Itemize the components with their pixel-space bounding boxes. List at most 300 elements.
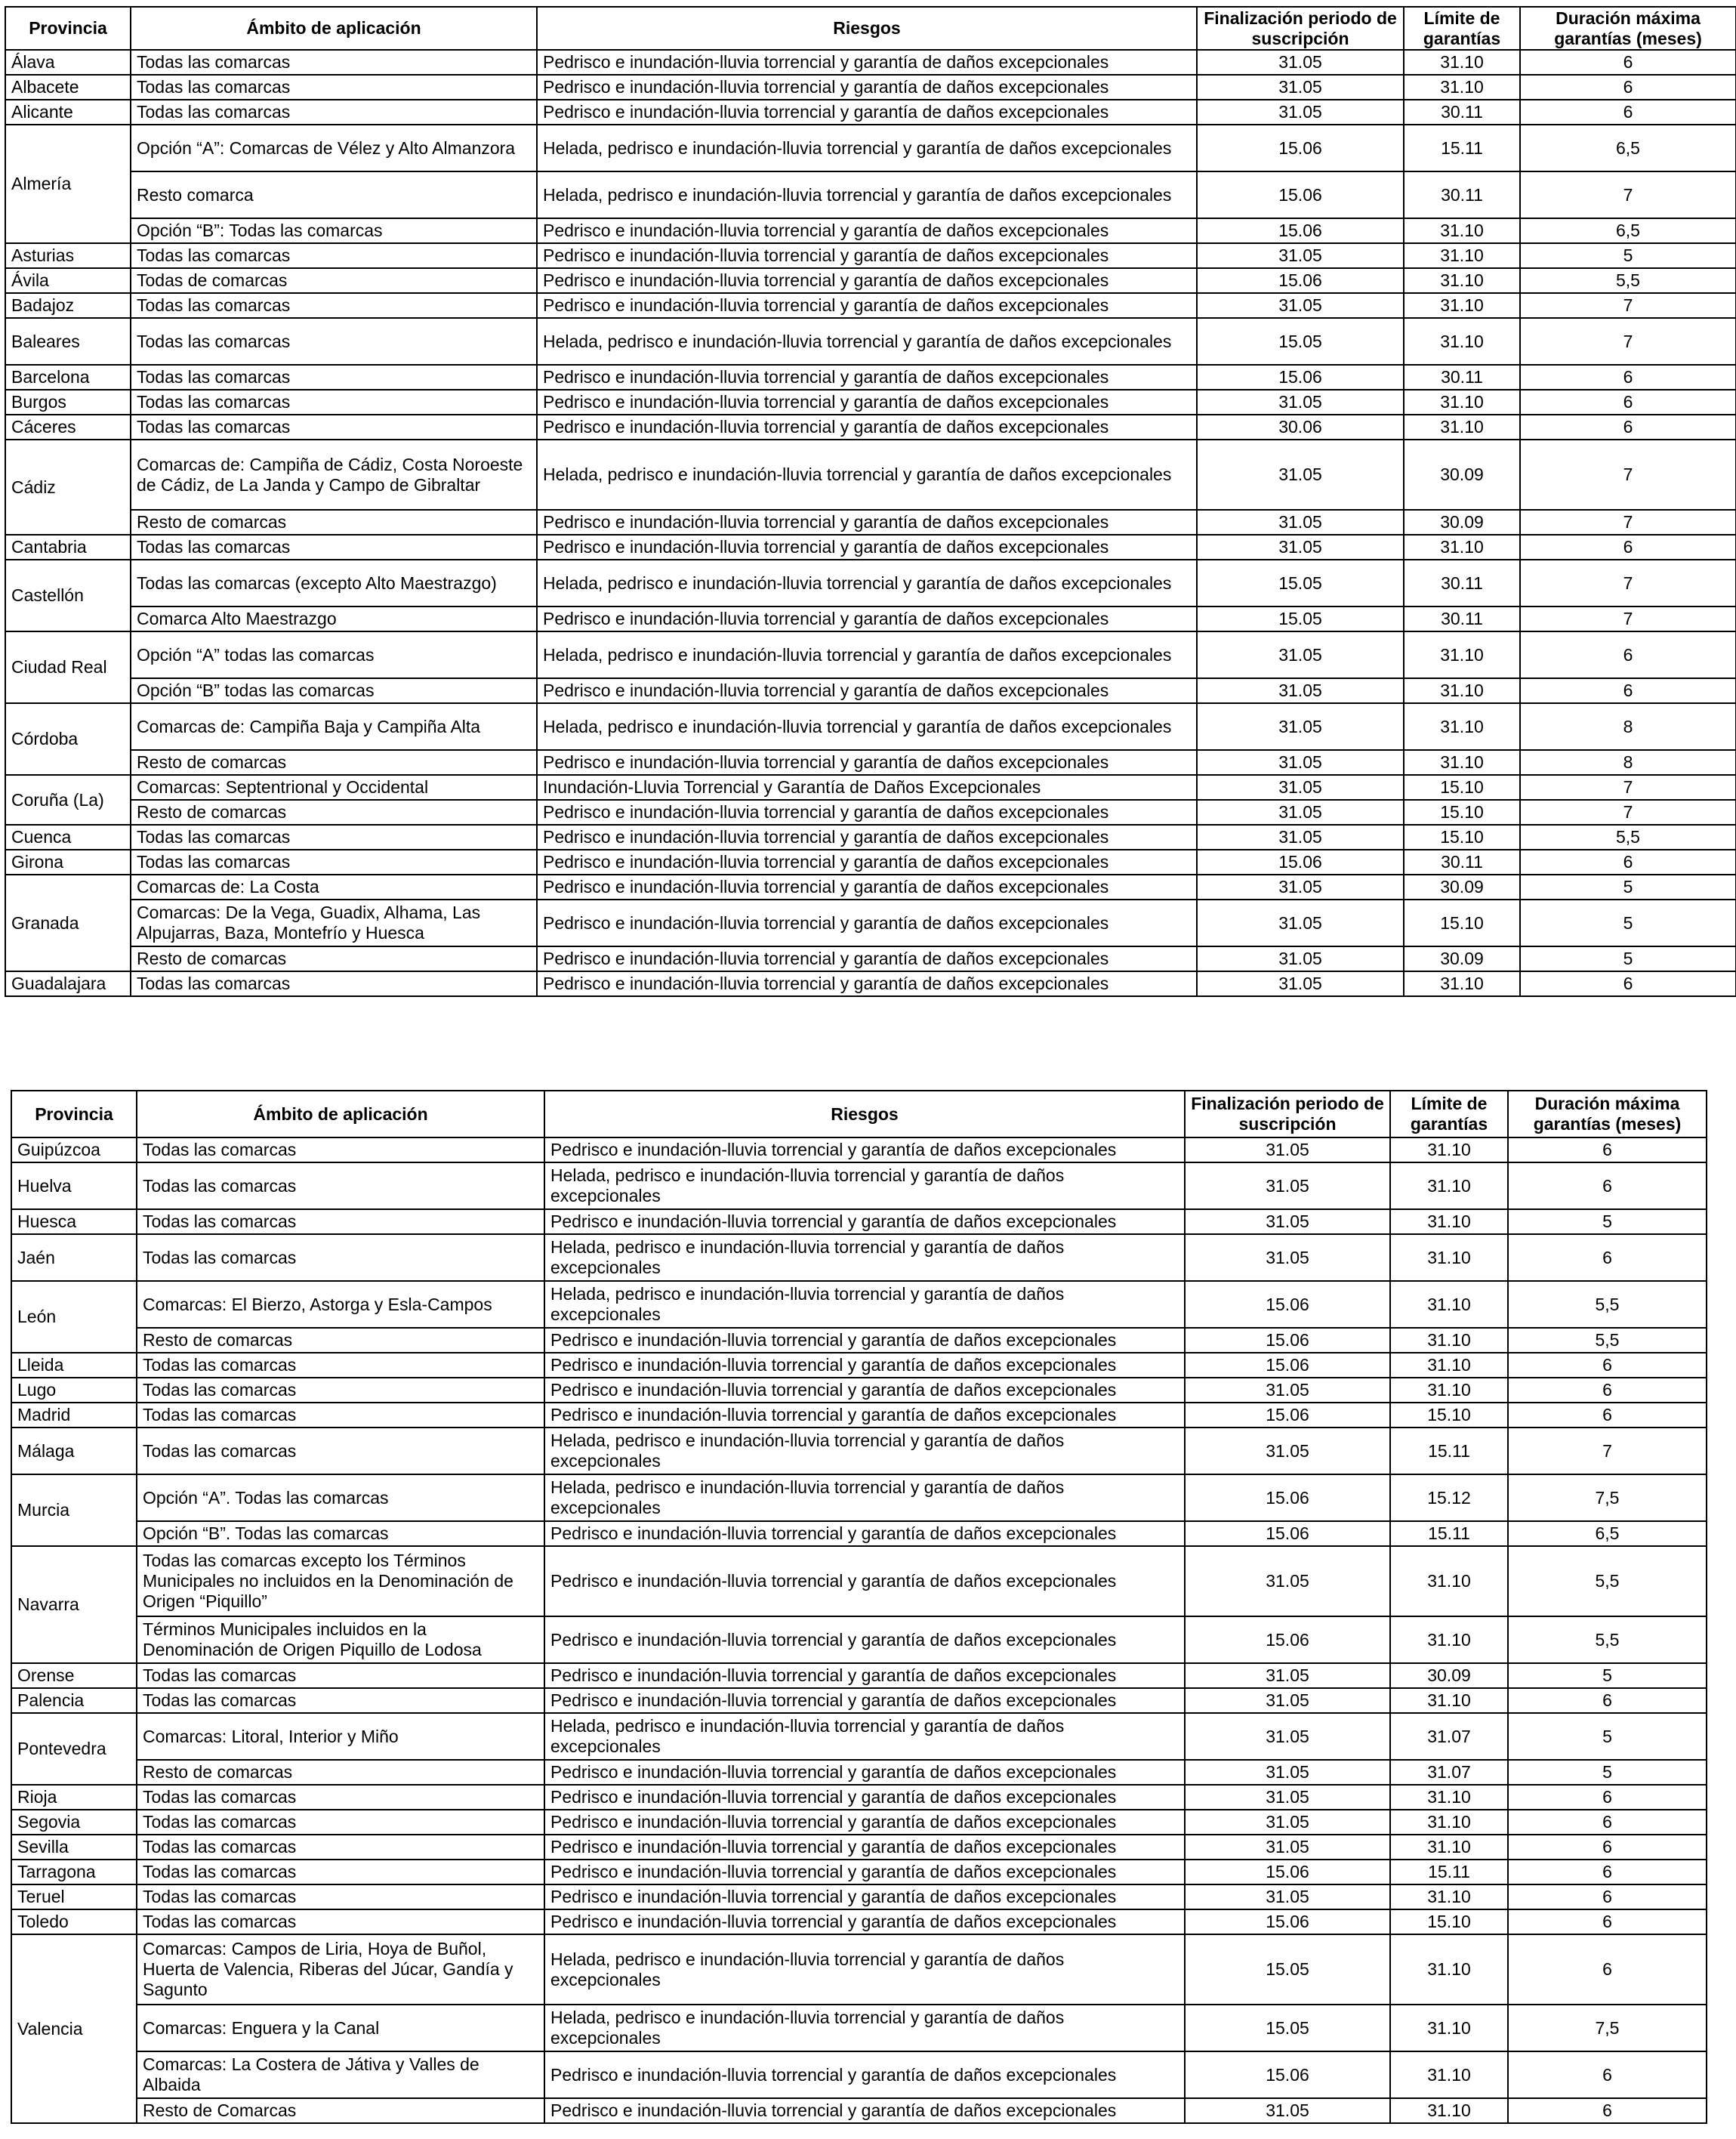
table-row: [5, 125, 1736, 171]
duracion-cell: 6: [1508, 1162, 1707, 1209]
limite-cell: 30.09: [1390, 1663, 1508, 1688]
table-row: [5, 775, 1736, 800]
table-row: [11, 1162, 1707, 1209]
provincia-cell: Asturias: [5, 243, 131, 268]
duracion-cell: 6: [1508, 1835, 1707, 1860]
table-row: [5, 750, 1736, 775]
duracion-cell: 7: [1520, 293, 1736, 318]
suscripcion-cell: 31.05: [1185, 1663, 1390, 1688]
ambito-cell: Todas las comarcas excepto los Términos Municipales no incluidos en la Denominación de Origen “Piquillo”: [137, 1546, 544, 1616]
limite-cell: 31.10: [1390, 2005, 1508, 2051]
provincia-cell: Coruña (La): [5, 775, 131, 825]
table-row: [5, 415, 1736, 440]
ambito-cell: Todas las comarcas: [137, 1835, 544, 1860]
provincia-cell: Badajoz: [5, 293, 131, 318]
duracion-cell: 6: [1520, 631, 1736, 678]
riesgos-cell: Pedrisco e inundación-lluvia torrencial y garantía de daños excepcionales: [544, 2051, 1185, 2098]
ambito-cell: Todas las comarcas: [137, 1688, 544, 1713]
riesgos-cell: Pedrisco e inundación-lluvia torrencial y garantía de daños excepcionales: [544, 1884, 1185, 1909]
duracion-cell: 7,5: [1508, 1474, 1707, 1521]
table-row: [5, 900, 1736, 946]
duracion-cell: 6: [1520, 678, 1736, 703]
limite-cell: 31.10: [1404, 218, 1520, 243]
suscripcion-cell: 31.05: [1197, 535, 1404, 560]
limite-cell: 31.10: [1390, 1616, 1508, 1663]
duracion-cell: 6: [1520, 415, 1736, 440]
provincia-cell: Girona: [5, 850, 131, 875]
duracion-cell: 5,5: [1508, 1546, 1707, 1616]
riesgos-cell: Pedrisco e inundación-lluvia torrencial y garantía de daños excepcionales: [537, 390, 1197, 415]
ambito-cell: Todas las comarcas: [131, 50, 537, 75]
table-row: [5, 171, 1736, 218]
riesgos-cell: Pedrisco e inundación-lluvia torrencial y garantía de daños excepcionales: [544, 1403, 1185, 1428]
table-row: [11, 1378, 1707, 1403]
table-row: [5, 390, 1736, 415]
riesgos-cell: Pedrisco e inundación-lluvia torrencial y garantía de daños excepcionales: [537, 100, 1197, 125]
limite-cell: 15.10: [1390, 1909, 1508, 1934]
table-row: [11, 1521, 1707, 1546]
suscripcion-cell: 31.05: [1197, 390, 1404, 415]
limite-cell: 31.07: [1390, 1713, 1508, 1760]
header-riesgos: Riesgos: [537, 7, 1197, 50]
riesgos-cell: Pedrisco e inundación-lluvia torrencial y garantía de daños excepcionales: [544, 1546, 1185, 1616]
ambito-cell: Opción “A”. Todas las comarcas: [137, 1474, 544, 1521]
riesgos-cell: Helada, pedrisco e inundación-lluvia torrencial y garantía de daños excepcionales: [537, 631, 1197, 678]
ambito-cell: Todas las comarcas: [137, 1860, 544, 1884]
riesgos-cell: Pedrisco e inundación-lluvia torrencial y garantía de daños excepcionales: [537, 243, 1197, 268]
suscripcion-cell: 31.05: [1197, 703, 1404, 750]
duracion-cell: 6: [1508, 1353, 1707, 1378]
provincia-cell: Álava: [5, 50, 131, 75]
suscripcion-cell: 31.05: [1197, 100, 1404, 125]
suscripcion-cell: 31.05: [1197, 510, 1404, 535]
provincia-cell: Granada: [5, 875, 131, 971]
duracion-cell: 5: [1520, 946, 1736, 971]
riesgos-cell: Pedrisco e inundación-lluvia torrencial y garantía de daños excepcionales: [544, 1353, 1185, 1378]
limite-cell: 30.09: [1404, 875, 1520, 900]
riesgos-cell: Pedrisco e inundación-lluvia torrencial y garantía de daños excepcionales: [544, 1328, 1185, 1353]
provincia-cell: Huesca: [11, 1209, 137, 1234]
limite-cell: 15.10: [1404, 900, 1520, 946]
provincia-cell: Almería: [5, 125, 131, 243]
ambito-cell: Términos Municipales incluidos en la Denominación de Origen Piquillo de Lodosa: [137, 1616, 544, 1663]
riesgos-cell: Helada, pedrisco e inundación-lluvia torrencial y garantía de daños excepcionales: [537, 171, 1197, 218]
duracion-cell: 5: [1520, 900, 1736, 946]
provincia-cell: Córdoba: [5, 703, 131, 775]
limite-cell: 31.10: [1390, 1785, 1508, 1810]
riesgos-cell: Pedrisco e inundación-lluvia torrencial y garantía de daños excepcionales: [544, 1688, 1185, 1713]
riesgos-cell: Pedrisco e inundación-lluvia torrencial y garantía de daños excepcionales: [544, 2098, 1185, 2123]
suscripcion-cell: 31.05: [1197, 243, 1404, 268]
riesgos-cell: Pedrisco e inundación-lluvia torrencial y garantía de daños excepcionales: [537, 268, 1197, 293]
table-row: [11, 1663, 1707, 1688]
duracion-cell: 7,5: [1508, 2005, 1707, 2051]
table-row: [11, 1688, 1707, 1713]
provincia-cell: Segovia: [11, 1810, 137, 1835]
ambito-cell: Todas las comarcas: [137, 1162, 544, 1209]
suscripcion-cell: 15.06: [1185, 1616, 1390, 1663]
riesgos-cell: Helada, pedrisco e inundación-lluvia torrencial y garantía de daños excepcionales: [544, 1281, 1185, 1328]
riesgos-cell: Pedrisco e inundación-lluvia torrencial y garantía de daños excepcionales: [537, 415, 1197, 440]
limite-cell: 31.10: [1404, 678, 1520, 703]
ambito-cell: Comarcas: La Costera de Játiva y Valles de Albaida: [137, 2051, 544, 2098]
riesgos-cell: Helada, pedrisco e inundación-lluvia torrencial y garantía de daños excepcionales: [537, 560, 1197, 607]
ambito-cell: Todas las comarcas: [137, 1663, 544, 1688]
suscripcion-cell: 31.05: [1185, 1760, 1390, 1785]
table-row: [11, 1403, 1707, 1428]
ambito-cell: Todas las comarcas: [137, 1884, 544, 1909]
duracion-cell: 6: [1508, 1378, 1707, 1403]
provincia-cell: Ciudad Real: [5, 631, 131, 703]
header-duracion: Duración máxima garantías (meses): [1520, 7, 1736, 50]
table-row: [11, 1909, 1707, 1934]
duracion-cell: 5: [1520, 243, 1736, 268]
duracion-cell: 6: [1508, 1785, 1707, 1810]
riesgos-cell: Helada, pedrisco e inundación-lluvia torrencial y garantía de daños excepcionales: [537, 703, 1197, 750]
suscripcion-cell: 31.05: [1197, 440, 1404, 510]
provincia-cell: Cuenca: [5, 825, 131, 850]
ambito-cell: Comarcas: Septentrional y Occidental: [131, 775, 537, 800]
table-row: [5, 631, 1736, 678]
suscripcion-cell: 31.05: [1197, 678, 1404, 703]
table-row: [5, 607, 1736, 631]
duracion-cell: 6: [1508, 1137, 1707, 1162]
table-row: [11, 1353, 1707, 1378]
duracion-cell: 5: [1508, 1713, 1707, 1760]
riesgos-cell: Pedrisco e inundación-lluvia torrencial y garantía de daños excepcionales: [544, 1760, 1185, 1785]
suscripcion-cell: 31.05: [1197, 825, 1404, 850]
duracion-cell: 5,5: [1508, 1328, 1707, 1353]
duracion-cell: 7: [1520, 800, 1736, 825]
duracion-cell: 6: [1520, 100, 1736, 125]
insurance-table-2: [11, 1090, 1707, 2124]
limite-cell: 31.10: [1390, 1137, 1508, 1162]
suscripcion-cell: 15.06: [1185, 1328, 1390, 1353]
suscripcion-cell: 15.06: [1185, 1353, 1390, 1378]
limite-cell: 31.10: [1390, 1688, 1508, 1713]
riesgos-cell: Pedrisco e inundación-lluvia torrencial y garantía de daños excepcionales: [544, 1663, 1185, 1688]
duracion-cell: 8: [1520, 750, 1736, 775]
table-row: [11, 1860, 1707, 1884]
ambito-cell: Comarcas de: Campiña de Cádiz, Costa Noroeste de Cádiz, de La Janda y Campo de Gibraltar: [131, 440, 537, 510]
riesgos-cell: Helada, pedrisco e inundación-lluvia torrencial y garantía de daños excepcionales: [544, 1428, 1185, 1474]
insurance-table-1: [5, 6, 1736, 997]
riesgos-cell: Pedrisco e inundación-lluvia torrencial y garantía de daños excepcionales: [544, 1810, 1185, 1835]
suscripcion-cell: 15.06: [1185, 1281, 1390, 1328]
ambito-cell: Todas las comarcas: [137, 1810, 544, 1835]
table-row: [5, 440, 1736, 510]
table-row: [11, 1474, 1707, 1521]
provincia-cell: Castellón: [5, 560, 131, 631]
suscripcion-cell: 15.06: [1197, 268, 1404, 293]
table-row: [11, 1934, 1707, 2005]
limite-cell: 30.09: [1404, 440, 1520, 510]
limite-cell: 31.10: [1390, 1546, 1508, 1616]
duracion-cell: 5: [1520, 875, 1736, 900]
limite-cell: 30.11: [1404, 850, 1520, 875]
duracion-cell: 6: [1520, 390, 1736, 415]
duracion-cell: 6: [1520, 971, 1736, 996]
provincia-cell: Guadalajara: [5, 971, 131, 996]
suscripcion-cell: 15.06: [1197, 850, 1404, 875]
riesgos-cell: Pedrisco e inundación-lluvia torrencial y garantía de daños excepcionales: [544, 1137, 1185, 1162]
riesgos-cell: Pedrisco e inundación-lluvia torrencial y garantía de daños excepcionales: [537, 875, 1197, 900]
suscripcion-cell: 31.05: [1197, 971, 1404, 996]
table-body: [11, 1137, 1707, 2123]
riesgos-cell: Pedrisco e inundación-lluvia torrencial y garantía de daños excepcionales: [544, 1521, 1185, 1546]
suscripcion-cell: 31.05: [1185, 1884, 1390, 1909]
ambito-cell: Comarcas de: La Costa: [131, 875, 537, 900]
suscripcion-cell: 15.06: [1185, 2051, 1390, 2098]
riesgos-cell: Pedrisco e inundación-lluvia torrencial y garantía de daños excepcionales: [537, 293, 1197, 318]
table-row: [5, 318, 1736, 365]
ambito-cell: Todas las comarcas: [137, 1428, 544, 1474]
duracion-cell: 6: [1508, 1909, 1707, 1934]
suscripcion-cell: 15.06: [1185, 1474, 1390, 1521]
ambito-cell: Todas las comarcas: [137, 1403, 544, 1428]
limite-cell: 31.10: [1390, 1234, 1508, 1281]
riesgos-cell: Pedrisco e inundación-lluvia torrencial y garantía de daños excepcionales: [537, 750, 1197, 775]
provincia-cell: Valencia: [11, 1934, 137, 2123]
limite-cell: 15.11: [1404, 125, 1520, 171]
table-row: [11, 1713, 1707, 1760]
header-riesgos: Riesgos: [544, 1091, 1185, 1137]
ambito-cell: Todas las comarcas: [137, 1137, 544, 1162]
ambito-cell: Todas las comarcas: [131, 318, 537, 365]
provincia-cell: León: [11, 1281, 137, 1353]
ambito-cell: Todas las comarcas: [131, 850, 537, 875]
duracion-cell: 6: [1520, 850, 1736, 875]
limite-cell: 30.11: [1404, 171, 1520, 218]
limite-cell: 30.11: [1404, 560, 1520, 607]
header-ambito: Ámbito de aplicación: [131, 7, 537, 50]
riesgos-cell: Pedrisco e inundación-lluvia torrencial y garantía de daños excepcionales: [544, 1616, 1185, 1663]
duracion-cell: 6: [1508, 1688, 1707, 1713]
duracion-cell: 6,5: [1520, 218, 1736, 243]
limite-cell: 30.09: [1404, 510, 1520, 535]
duracion-cell: 6: [1508, 1810, 1707, 1835]
duracion-cell: 5,5: [1508, 1616, 1707, 1663]
ambito-cell: Resto de Comarcas: [137, 2098, 544, 2123]
ambito-cell: Comarcas: De la Vega, Guadix, Alhama, Las Alpujarras, Baza, Montefrío y Huesca: [131, 900, 537, 946]
header-duracion: Duración máxima garantías (meses): [1508, 1091, 1707, 1137]
suscripcion-cell: 31.05: [1185, 1713, 1390, 1760]
provincia-cell: Murcia: [11, 1474, 137, 1546]
suscripcion-cell: 31.05: [1185, 1234, 1390, 1281]
limite-cell: 31.10: [1390, 1378, 1508, 1403]
ambito-cell: Todas las comarcas: [131, 971, 537, 996]
table-row: [5, 971, 1736, 996]
suscripcion-cell: 31.05: [1185, 1810, 1390, 1835]
table-row: [5, 510, 1736, 535]
limite-cell: 31.07: [1390, 1760, 1508, 1785]
suscripcion-cell: 30.06: [1197, 415, 1404, 440]
riesgos-cell: Pedrisco e inundación-lluvia torrencial y garantía de daños excepcionales: [537, 900, 1197, 946]
suscripcion-cell: 31.05: [1185, 1378, 1390, 1403]
provincia-cell: Málaga: [11, 1428, 137, 1474]
limite-cell: 15.10: [1390, 1403, 1508, 1428]
limite-cell: 31.10: [1404, 318, 1520, 365]
duracion-cell: 7: [1520, 318, 1736, 365]
limite-cell: 31.10: [1404, 750, 1520, 775]
provincia-cell: Guipúzcoa: [11, 1137, 137, 1162]
table-row: [5, 293, 1736, 318]
header-provincia: Provincia: [5, 7, 131, 50]
table-row: [5, 850, 1736, 875]
limite-cell: 31.10: [1404, 50, 1520, 75]
ambito-cell: Resto de comarcas: [131, 510, 537, 535]
duracion-cell: 6: [1508, 1860, 1707, 1884]
limite-cell: 30.09: [1404, 946, 1520, 971]
suscripcion-cell: 15.05: [1197, 560, 1404, 607]
table-row: [11, 2051, 1707, 2098]
provincia-cell: Ávila: [5, 268, 131, 293]
ambito-cell: Todas las comarcas: [137, 1785, 544, 1810]
riesgos-cell: Pedrisco e inundación-lluvia torrencial y garantía de daños excepcionales: [544, 1785, 1185, 1810]
suscripcion-cell: 15.05: [1185, 2005, 1390, 2051]
provincia-cell: Tarragona: [11, 1860, 137, 1884]
suscripcion-cell: 31.05: [1185, 1835, 1390, 1860]
table-row: [5, 800, 1736, 825]
table-header-row: [11, 1091, 1707, 1137]
table-row: [11, 1209, 1707, 1234]
limite-cell: 30.11: [1404, 365, 1520, 390]
provincia-cell: Cáceres: [5, 415, 131, 440]
duracion-cell: 5,5: [1508, 1281, 1707, 1328]
table-row: [5, 365, 1736, 390]
suscripcion-cell: 31.05: [1185, 1137, 1390, 1162]
ambito-cell: Resto comarca: [131, 171, 537, 218]
limite-cell: 31.10: [1404, 535, 1520, 560]
suscripcion-cell: 15.06: [1197, 125, 1404, 171]
limite-cell: 31.10: [1390, 1328, 1508, 1353]
provincia-cell: Pontevedra: [11, 1713, 137, 1785]
riesgos-cell: Pedrisco e inundación-lluvia torrencial y garantía de daños excepcionales: [544, 1209, 1185, 1234]
riesgos-cell: Inundación-Lluvia Torrencial y Garantía de Daños Excepcionales: [537, 775, 1197, 800]
ambito-cell: Opción “B” todas las comarcas: [131, 678, 537, 703]
table-row: [5, 268, 1736, 293]
limite-cell: 30.11: [1404, 100, 1520, 125]
ambito-cell: Opción “B”. Todas las comarcas: [137, 1521, 544, 1546]
suscripcion-cell: 31.05: [1185, 1785, 1390, 1810]
riesgos-cell: Pedrisco e inundación-lluvia torrencial y garantía de daños excepcionales: [537, 607, 1197, 631]
limite-cell: 30.11: [1404, 607, 1520, 631]
table-row: [11, 1137, 1707, 1162]
duracion-cell: 6: [1520, 365, 1736, 390]
suscripcion-cell: 31.05: [1197, 631, 1404, 678]
suscripcion-cell: 31.05: [1185, 1428, 1390, 1474]
riesgos-cell: Pedrisco e inundación-lluvia torrencial y garantía de daños excepcionales: [544, 1378, 1185, 1403]
duracion-cell: 5: [1508, 1663, 1707, 1688]
limite-cell: 31.10: [1404, 268, 1520, 293]
limite-cell: 31.10: [1390, 1281, 1508, 1328]
table-row: [11, 1281, 1707, 1328]
limite-cell: 31.10: [1390, 2051, 1508, 2098]
table-body: [5, 50, 1736, 996]
ambito-cell: Opción “B”: Todas las comarcas: [131, 218, 537, 243]
riesgos-cell: Pedrisco e inundación-lluvia torrencial y garantía de daños excepcionales: [544, 1835, 1185, 1860]
ambito-cell: Todas las comarcas: [131, 100, 537, 125]
suscripcion-cell: 31.05: [1185, 1688, 1390, 1713]
suscripcion-cell: 31.05: [1185, 1209, 1390, 1234]
ambito-cell: Todas las comarcas: [131, 390, 537, 415]
riesgos-cell: Helada, pedrisco e inundación-lluvia torrencial y garantía de daños excepcionales: [537, 440, 1197, 510]
riesgos-cell: Helada, pedrisco e inundación-lluvia torrencial y garantía de daños excepcionales: [544, 1234, 1185, 1281]
table-row: [5, 535, 1736, 560]
suscripcion-cell: 31.05: [1197, 75, 1404, 100]
provincia-cell: Navarra: [11, 1546, 137, 1663]
table-row: [5, 825, 1736, 850]
header-provincia: Provincia: [11, 1091, 137, 1137]
header-limite: Límite de garantías: [1404, 7, 1520, 50]
table-row: [11, 1760, 1707, 1785]
ambito-cell: Todas las comarcas: [137, 1234, 544, 1281]
suscripcion-cell: 15.06: [1197, 365, 1404, 390]
duracion-cell: 7: [1520, 171, 1736, 218]
header-ambito: Ámbito de aplicación: [137, 1091, 544, 1137]
duracion-cell: 7: [1508, 1428, 1707, 1474]
ambito-cell: Todas las comarcas: [131, 415, 537, 440]
duracion-cell: 6: [1508, 1403, 1707, 1428]
header-suscripcion: Finalización periodo de suscripción: [1197, 7, 1404, 50]
provincia-cell: Huelva: [11, 1162, 137, 1209]
limite-cell: 31.10: [1404, 971, 1520, 996]
limite-cell: 31.10: [1390, 1810, 1508, 1835]
provincia-cell: Lugo: [11, 1378, 137, 1403]
suscripcion-cell: 31.05: [1197, 750, 1404, 775]
limite-cell: 31.10: [1404, 75, 1520, 100]
ambito-cell: Todas las comarcas: [131, 535, 537, 560]
table-row: [11, 1835, 1707, 1860]
limite-cell: 31.10: [1404, 631, 1520, 678]
suscripcion-cell: 31.05: [1197, 946, 1404, 971]
limite-cell: 15.10: [1404, 800, 1520, 825]
table-row: [11, 1884, 1707, 1909]
suscripcion-cell: 15.06: [1197, 171, 1404, 218]
table-row: [11, 1546, 1707, 1616]
duracion-cell: 5: [1508, 1760, 1707, 1785]
ambito-cell: Opción “A” todas las comarcas: [131, 631, 537, 678]
riesgos-cell: Helada, pedrisco e inundación-lluvia torrencial y garantía de daños excepcionales: [537, 125, 1197, 171]
riesgos-cell: Pedrisco e inundación-lluvia torrencial y garantía de daños excepcionales: [544, 1909, 1185, 1934]
limite-cell: 31.10: [1390, 1934, 1508, 2005]
table-row: [11, 2098, 1707, 2123]
provincia-cell: Sevilla: [11, 1835, 137, 1860]
limite-cell: 31.10: [1390, 1884, 1508, 1909]
riesgos-cell: Helada, pedrisco e inundación-lluvia torrencial y garantía de daños excepcionales: [544, 1474, 1185, 1521]
limite-cell: 15.10: [1404, 775, 1520, 800]
duracion-cell: 7: [1520, 775, 1736, 800]
duracion-cell: 6: [1508, 1884, 1707, 1909]
ambito-cell: Comarcas: El Bierzo, Astorga y Esla-Campos: [137, 1281, 544, 1328]
suscripcion-cell: 15.05: [1197, 607, 1404, 631]
limite-cell: 31.10: [1404, 415, 1520, 440]
limite-cell: 31.10: [1390, 1209, 1508, 1234]
duracion-cell: 6: [1508, 1934, 1707, 2005]
duracion-cell: 5,5: [1520, 825, 1736, 850]
ambito-cell: Todas las comarcas: [131, 293, 537, 318]
ambito-cell: Comarcas de: Campiña Baja y Campiña Alta: [131, 703, 537, 750]
ambito-cell: Todas las comarcas: [137, 1353, 544, 1378]
suscripcion-cell: 31.05: [1197, 50, 1404, 75]
table-row: [11, 1428, 1707, 1474]
duracion-cell: 7: [1520, 607, 1736, 631]
suscripcion-cell: 31.05: [1185, 1546, 1390, 1616]
duracion-cell: 6: [1508, 2051, 1707, 2098]
suscripcion-cell: 31.05: [1197, 775, 1404, 800]
provincia-cell: Baleares: [5, 318, 131, 365]
provincia-cell: Rioja: [11, 1785, 137, 1810]
